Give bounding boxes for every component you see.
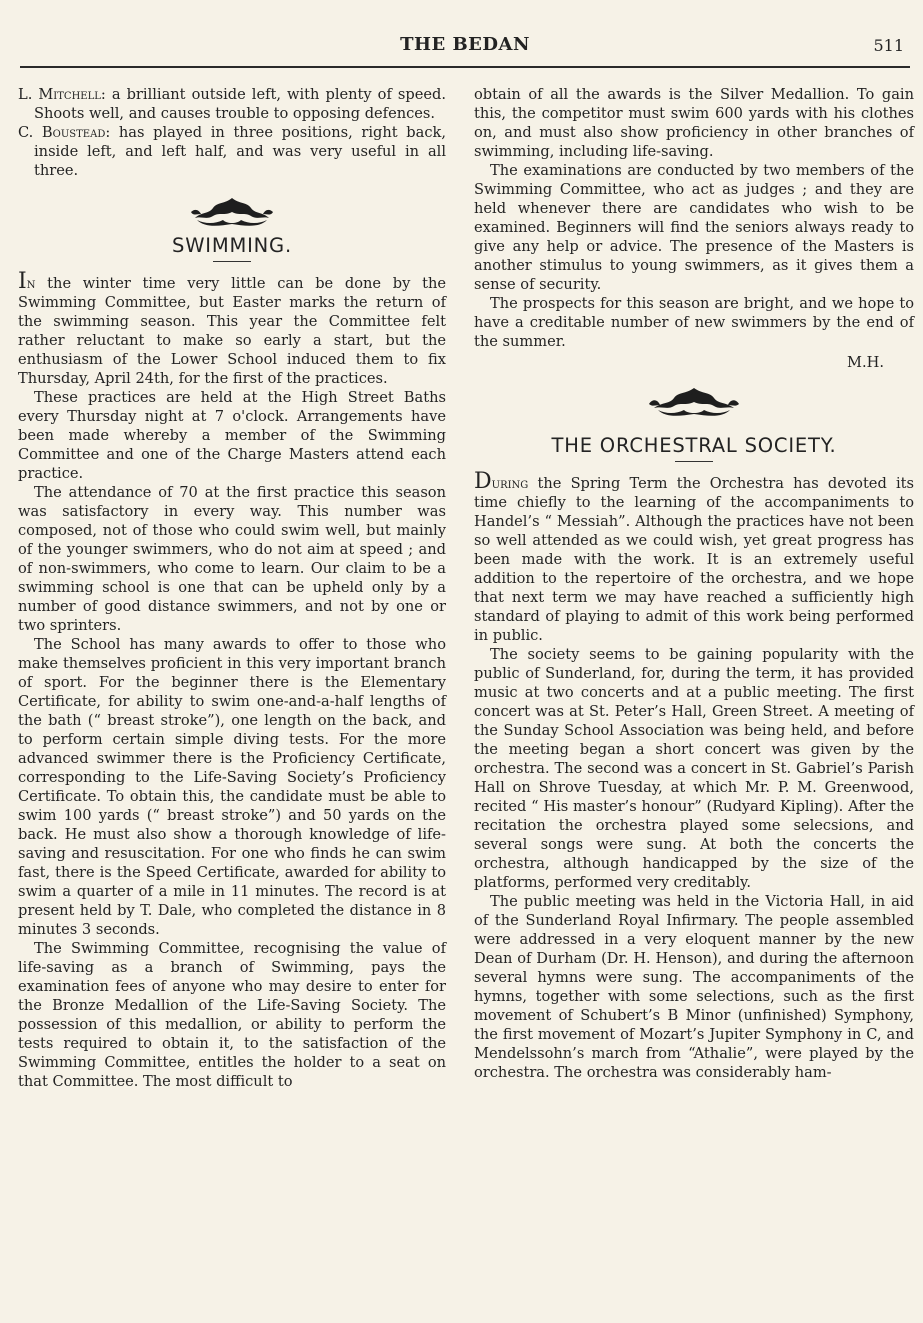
player-note-mitchell bbox=[18, 85, 446, 123]
initial-small-caps: n bbox=[26, 275, 36, 292]
paragraph-text: the Spring Term the Orchestra has devoted its time chiefly to the learning of the accompaniments to Handel’s “ Messiah”. Although the practices have not been so well attended as we could wish, yet great progress has been made with the work. It is an extremely useful addition to the repertoire of the orchestra, and we hope that next term we may have reached a sufficiently high standard of playing to admit of this work being performed in public. bbox=[474, 475, 914, 644]
left-column bbox=[18, 85, 446, 1091]
orchestral-paragraph: The public meeting was held in the Victoria Hall, in aid of the Sunderland Royal Infirmary. The people assembled were addressed in a very eloquent manner by the new Dean of Durham (Dr. H. Henson), and during the afternoon several hymns were sung. The accompaniments of the hymns, together with some selections, such as the first movement of Schubert’s B Minor (unfinished) Symphony, the first movement of Mozart’s Jupiter Symphony in C, and Mendelssohn’s march from “Athalie”, were played by the orchestra. The orchestra was considerably ham- bbox=[474, 893, 914, 1081]
orchestral-paragraph bbox=[474, 469, 914, 645]
scroll-ornament-icon bbox=[646, 382, 742, 418]
orchestral-section-title: THE ORCHESTRAL SOCIETY. bbox=[551, 434, 837, 457]
swimming-paragraph bbox=[18, 269, 446, 388]
swimming-paragraph: The attendance of 70 at the first practice this season was satisfactory in every way. This number was composed, not of those who could swim well, but mainly of the younger swimmers, who do not aim at speed ; and of non-swimmers, who come to learn. Our claim to be a swimming school is one that can be upheld only by a number of good distance swimmers, and not by one or two sprinters. bbox=[18, 484, 446, 634]
right-column bbox=[474, 85, 914, 1082]
swimming-paragraph: The prospects for this season are bright, and we hope to have a creditable number of new swimmers by the end of the summer. bbox=[474, 295, 914, 350]
swimming-section-title: SWIMMING. bbox=[172, 234, 292, 257]
swimming-paragraph: The Swimming Committee, recognising the value of life-saving as a branch of Swimming, pays the examination fees of anyone who may desire to enter for the Bronze Medallion of the Life-Saving Society. The possession of this medallion, or ability to perform the tests required to obtain it, to the satisfaction of the Swimming Committee, entitles the holder to a seat on that Committee. The most difficult to bbox=[18, 940, 446, 1090]
swimming-paragraph: The examinations are conducted by two members of the Swimming Committee, who act as judges ; and they are held whenever there are candidates who wish to be examined. Beginners will find the seniors always ready to give any help or advice. The presence of the Masters is another stimulus to young swimmers, as it gives them a sense of security. bbox=[474, 162, 914, 293]
swimming-paragraph: obtain of all the awards is the Silver Medallion. To gain this, the competitor must swim 600 yards with his clothes on, and must also show proficiency in other branches of swimming, including life-saving. bbox=[474, 86, 914, 160]
player-name: L. Mitchell bbox=[18, 86, 101, 103]
orchestral-paragraph: The society seems to be gaining popularity with the public of Sunderland, for, during the term, it has provided music at two concerts and at a public meeting. The first concert was at St. Peter’s Hall, Green Street. A meeting of the Sunday School Association was being held, and before the meeting began a short concert was given by the orchestra. The second was a concert in St. Gabriel’s Parish Hall on Shrove Tuesday, at which Mr. P. M. Greenwood, recited “ His master’s honour” (Rudyard Kipling). After the recitation the orchestra played some selecsions, and several songs were sung. At both the concerts the orchestra, although handicapped by the size of the platforms, performed very creditably. bbox=[474, 646, 914, 891]
running-title: THE BEDAN bbox=[400, 34, 530, 55]
paragraph-text: the winter time very little can be done by the Swimming Committee, but Easter marks the return of the swimming season. This year the Committee felt rather reluctant to make so early a start, but the enthusiasm of the Lower School induced them to fix Thursday, April 24th, for the first of the practices. bbox=[18, 275, 446, 387]
player-description: : a brilliant outside left, with plenty of speed. Shoots well, and causes trouble to opposing defences. bbox=[34, 86, 446, 122]
scroll-ornament-icon bbox=[187, 194, 277, 228]
title-rule bbox=[213, 261, 251, 262]
swimming-paragraph: The School has many awards to offer to those who make themselves proficient in this very important branch of sport. For the beginner there is the Elementary Certificate, for ability to swim one-and-a-half lengths of the bath (“ breast stroke”), one length on the back, and to perform certain simple diving tests. For the more advanced swimmer there is the Proficiency Certificate, corresponding to the Life-Saving Society’s Proficiency Certificate. To obtain this, the candidate must be able to swim 100 yards (“ breast stroke”) and 50 yards on the back. He must also show a thorough knowledge of life-saving and resuscitation. For one who finds he can swim fast, there is the Speed Certificate, awarded for ability to swim a quarter of a mile in 11 minutes. The record is at present held by T. Dale, who completed the distance in 8 minutes 3 seconds. bbox=[18, 636, 446, 938]
initial-small-caps: uring bbox=[491, 475, 529, 492]
swimming-paragraph: These practices are held at the High Street Baths every Thursday night at 7 o'clock. Arrangements have been made whereby a member of the Swimming Committee and one of the Charge Masters attend each practice. bbox=[18, 389, 446, 482]
page-number: 511 bbox=[873, 36, 904, 55]
initial-letter: D bbox=[474, 469, 492, 494]
player-description: : has played in three positions, right back, inside left, and left half, and was very useful in all three. bbox=[34, 124, 446, 179]
author-signature: M.H. bbox=[847, 354, 884, 371]
title-rule bbox=[675, 461, 713, 462]
initial-letter: I bbox=[18, 269, 27, 294]
player-name: C. Boustead bbox=[18, 124, 106, 141]
page-header bbox=[20, 30, 910, 68]
player-note-boustead bbox=[18, 123, 446, 180]
